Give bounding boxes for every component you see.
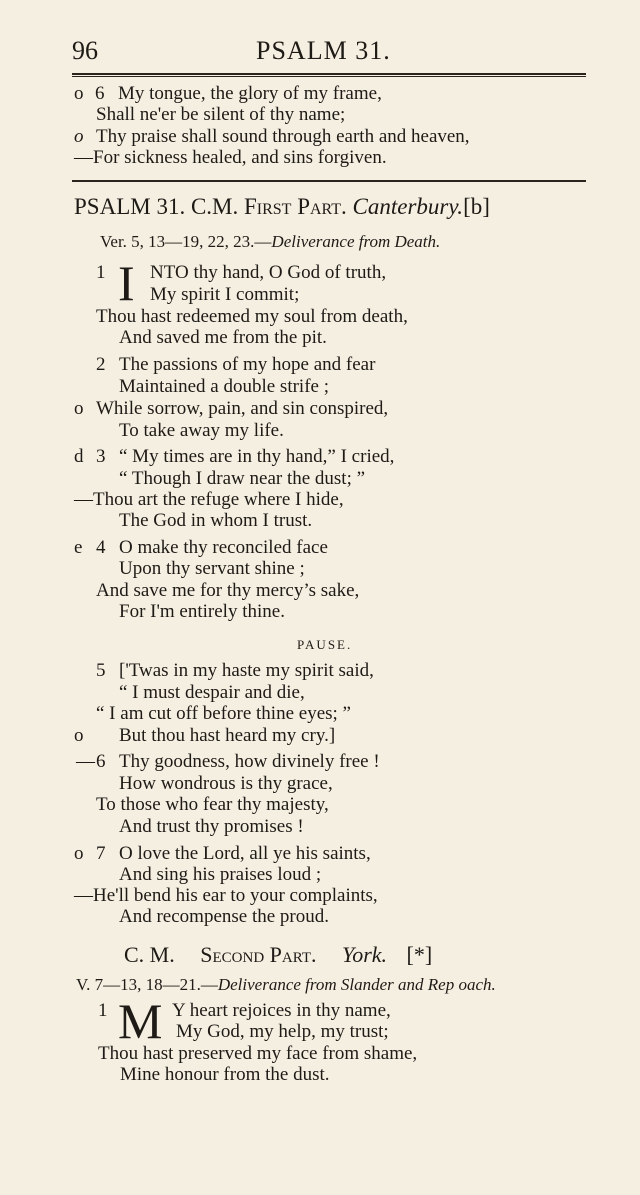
part-label: Second Part. bbox=[200, 942, 317, 967]
stanza-line: How wondrous is thy grace, bbox=[119, 773, 333, 794]
carryover-line: My tongue, the glory of my frame, bbox=[118, 83, 382, 104]
part-label: First Part. bbox=[243, 194, 347, 219]
dynamic-mark: d bbox=[74, 446, 84, 467]
stanza-number: 3 bbox=[96, 446, 106, 467]
key-mark: [b] bbox=[463, 194, 490, 219]
running-title: PSALM 31. bbox=[256, 36, 391, 65]
dynamic-mark: o bbox=[74, 843, 84, 864]
stanza-line: And sing his praises loud ; bbox=[119, 864, 322, 885]
verse-reference: V. 7—13, 18—21.— bbox=[76, 975, 218, 994]
stanza-line: Upon thy servant shine ; bbox=[119, 558, 305, 579]
stanza-line: My God, my help, my trust; bbox=[176, 1021, 389, 1042]
pause-label: PAUSE. bbox=[297, 637, 353, 652]
carryover-num: 6 bbox=[95, 83, 105, 104]
stanza-line: Thou hast preserved my face from shame, bbox=[98, 1043, 418, 1064]
stanza-line: “ Though I draw near the dust; ” bbox=[119, 468, 366, 489]
psalm-title bbox=[74, 194, 490, 220]
subject: Deliverance from Slander and Rep oach. bbox=[217, 975, 496, 994]
stanza-number: 1 bbox=[96, 262, 106, 283]
second-part-title bbox=[124, 942, 432, 968]
stanza-number: 4 bbox=[96, 537, 106, 558]
stanza-line: Mine honour from the dust. bbox=[120, 1064, 330, 1085]
psalm-meter: PSALM 31. C.M. bbox=[74, 194, 239, 219]
header-rule-thin bbox=[72, 76, 586, 77]
stanza-line: “ I must despair and die, bbox=[119, 682, 305, 703]
stanza-line: “ I am cut off before thine eyes; ” bbox=[96, 703, 351, 724]
verse-reference: Ver. 5, 13—19, 22, 23.— bbox=[100, 232, 272, 251]
stanza-line: While sorrow, pain, and sin conspired, bbox=[96, 398, 389, 419]
stanza-line: The passions of my hope and fear bbox=[119, 354, 376, 375]
stanza-line: To take away my life. bbox=[119, 420, 284, 441]
header-rule bbox=[72, 73, 586, 75]
stanza-line: And recompense the proud. bbox=[119, 906, 329, 927]
stanza-line: —He'll bend his ear to your complaints, bbox=[74, 885, 378, 906]
stanza-line: “ My times are in thy hand,” I cried, bbox=[119, 446, 395, 467]
stanza-line: And trust thy promises ! bbox=[119, 816, 304, 837]
section-rule bbox=[72, 180, 586, 182]
stanza-line: But thou hast heard my cry.] bbox=[119, 725, 336, 746]
stanza-line: O love the Lord, all ye his saints, bbox=[119, 843, 371, 864]
stanza-line: Y heart rejoices in thy name, bbox=[172, 1000, 391, 1021]
tune-name: Canterbury. bbox=[352, 194, 464, 219]
page-number: 96 bbox=[72, 36, 98, 65]
drop-cap: M bbox=[118, 993, 163, 1049]
stanza-line: Thou hast redeemed my soul from death, bbox=[96, 306, 408, 327]
stanza-line: And save me for thy mercy’s sake, bbox=[96, 580, 360, 601]
stanza-line: Maintained a double strife ; bbox=[119, 376, 329, 397]
drop-cap: I bbox=[118, 255, 135, 311]
verse-subtitle bbox=[76, 975, 496, 995]
dynamic-mark: o bbox=[74, 725, 84, 746]
stanza-line: The God in whom I trust. bbox=[119, 510, 313, 531]
stanza-line: Thy goodness, how divinely free ! bbox=[119, 751, 380, 772]
dynamic-mark: e bbox=[74, 537, 83, 558]
key-mark: [*] bbox=[406, 942, 433, 967]
stanza-line: My spirit I commit; bbox=[150, 284, 300, 305]
verse-subtitle bbox=[100, 232, 440, 252]
stanza-line: And saved me from the pit. bbox=[119, 327, 327, 348]
carryover-line: Shall ne'er be silent of thy name; bbox=[96, 104, 346, 125]
carryover-line: —For sickness healed, and sins forgiven. bbox=[74, 147, 387, 168]
dynamic-mark: o bbox=[74, 398, 84, 419]
stanza-line: NTO thy hand, O God of truth, bbox=[150, 262, 387, 283]
carryover-line: Thy praise shall sound through earth and heaven, bbox=[96, 126, 470, 147]
subject: Deliverance from Death. bbox=[271, 232, 441, 251]
stanza-number: 2 bbox=[96, 354, 106, 375]
stanza-number: 1 bbox=[98, 1000, 108, 1021]
psalm-meter: C. M. bbox=[124, 942, 175, 967]
stanza-line: For I'm entirely thine. bbox=[119, 601, 285, 622]
stanza-line: —Thou art the refuge where I hide, bbox=[74, 489, 344, 510]
stanza-line: To those who fear thy majesty, bbox=[96, 794, 329, 815]
dynamic-mark: — bbox=[76, 751, 95, 772]
carryover-mark: o bbox=[74, 126, 84, 147]
stanza-line: ['Twas in my haste my spirit said, bbox=[119, 660, 374, 681]
carryover-mark: o bbox=[74, 83, 84, 104]
stanza-number: 5 bbox=[96, 660, 106, 681]
stanza-number: 7 bbox=[96, 843, 106, 864]
tune-name: York. bbox=[342, 942, 388, 967]
stanza-line: O make thy reconciled face bbox=[119, 537, 328, 558]
stanza-number: 6 bbox=[96, 751, 106, 772]
